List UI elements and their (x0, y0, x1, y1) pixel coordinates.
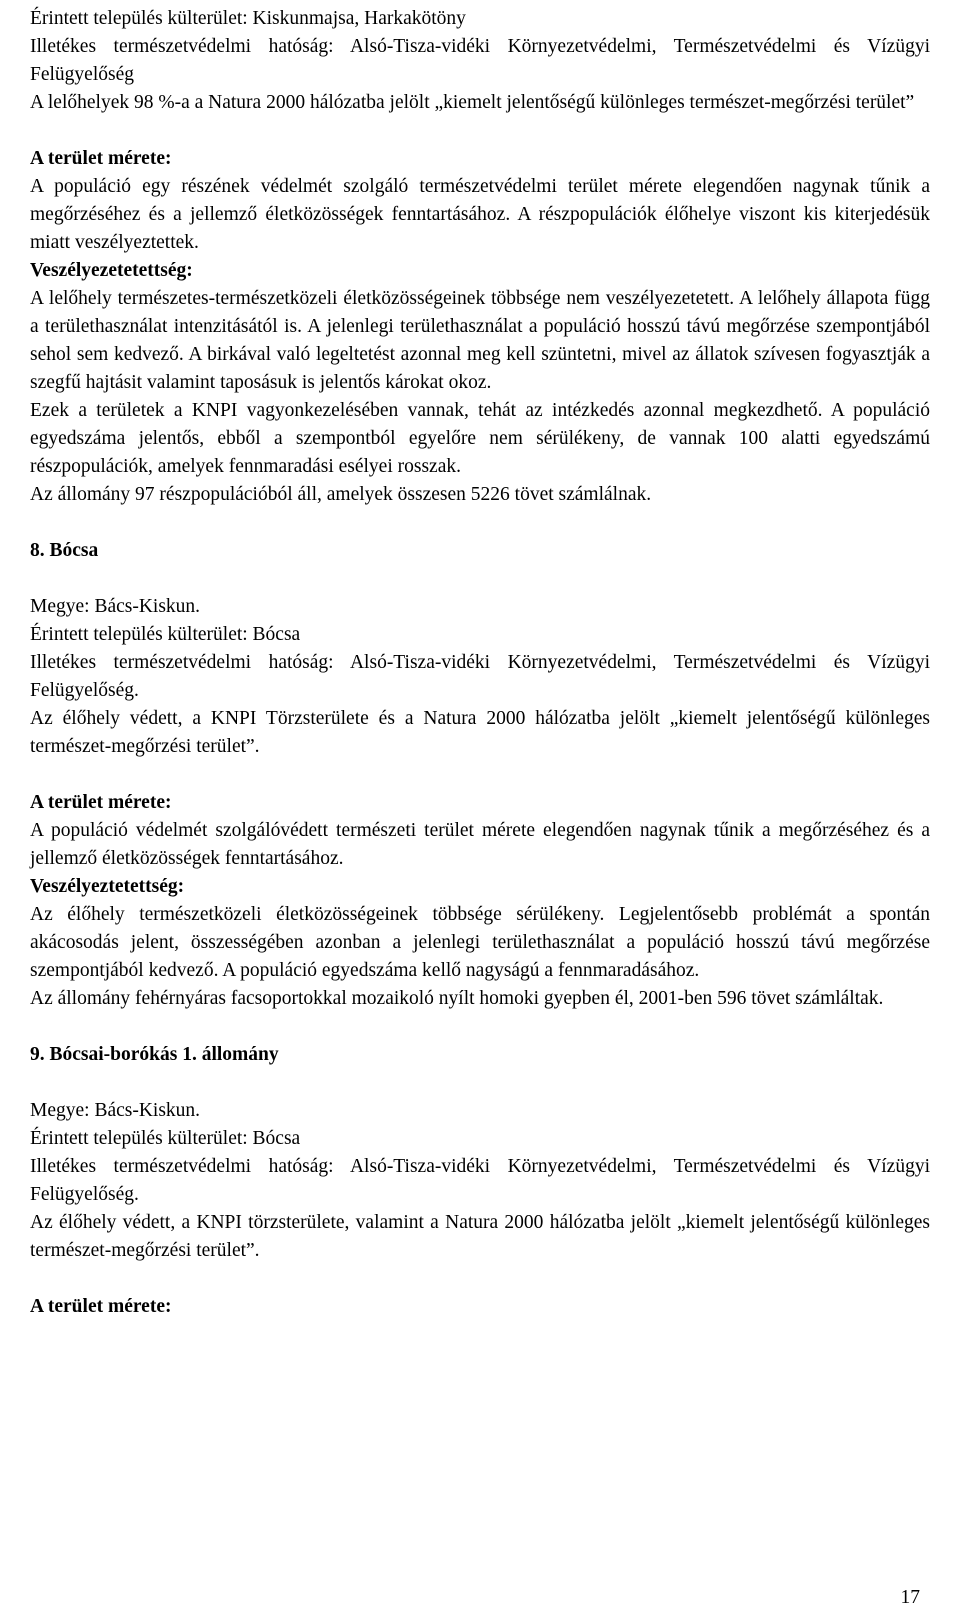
area-paragraph: A populáció egy részének védelmét szolgáló természetvédelmi terület mérete elegendően nagynak tűnik a megőrzéséhez és a jellemző életközösségek fenntartásához. A részpopulációk élőhelye viszont kis kiterjedésük miatt veszélyeztettek. (30, 176, 930, 253)
section-title-bocsai-borokas: 9. Bócsai-borókás 1. állomány (30, 1044, 279, 1065)
area-heading: A terület mérete: (30, 792, 172, 813)
authority-line: Illetékes természetvédelmi hatóság: Alsó-Tisza-vidéki Környezetvédelmi, Természetvédelmi és Vízügyi Felügyelőség (30, 36, 930, 85)
authority-line: Illetékes természetvédelmi hatóság: Alsó-Tisza-vidéki Környezetvédelmi, Természetvédelmi és Vízügyi Felügyelőség. (30, 652, 930, 701)
area-heading: A terület mérete: (30, 1296, 172, 1317)
settlement-line: Érintett település külterület: Kiskunmajsa, Harkakötöny (30, 8, 466, 29)
natura-line: A lelőhelyek 98 %-a a Natura 2000 hálózatba jelölt „kiemelt jelentőségű különleges természet-megőrzési terület” (30, 92, 915, 113)
threat-heading: Veszélyeztetettség: (30, 876, 185, 897)
stock-paragraph: Az állomány fehérnyáras facsoportokkal mozaikoló nyílt homoki gyepben él, 2001-ben 596 tövet számláltak. (30, 988, 884, 1009)
authority-line: Illetékes természetvédelmi hatóság: Alsó-Tisza-vidéki Környezetvédelmi, Természetvédelmi és Vízügyi Felügyelőség. (30, 1156, 930, 1205)
knpi-paragraph: Ezek a területek a KNPI vagyonkezelésében vannak, tehát az intézkedés azonnal megkezdhető. A populáció egyedszáma jelentős, ebből a szempontból egyelőre nem sérülékeny, de vannak 100 alatti egyedszámú részpopulációk, amelyek fennmaradási esélyei rosszak. (30, 400, 930, 477)
document-page (30, 5, 930, 1321)
county-line: Megye: Bács-Kiskun. (30, 596, 201, 617)
county-line: Megye: Bács-Kiskun. (30, 1100, 201, 1121)
settlement-line: Érintett település külterület: Bócsa (30, 624, 301, 645)
protection-paragraph: Az élőhely védett, a KNPI törzsterülete, valamint a Natura 2000 hálózatba jelölt „kiemelt jelentőségű különleges természet-megőrzési terület”. (30, 1212, 930, 1261)
stock-paragraph: Az állomány 97 részpopulációból áll, amelyek összesen 5226 tövet számlálnak. (30, 484, 652, 505)
area-paragraph: A populáció védelmét szolgálóvédett természeti terület mérete elegendően nagynak tűnik a megőrzéséhez és a jellemző életközösségek fenntartásához. (30, 820, 930, 869)
settlement-line: Érintett település külterület: Bócsa (30, 1128, 301, 1149)
threat-paragraph: A lelőhely természetes-természetközeli életközösségeinek többsége nem veszélyezetetett. A lelőhely állapota függ a területhasználat intenzitásától is. A jelenlegi területhasználat a populáció hosszú távú megőrzése szempontjából sehol sem kedvező. A birkával való legeltetést azonnal meg kell szüntetni, mivel az állatok szívesen fogyasztják a szegfű hajtásit valamint taposásuk is jelentős károkat okoz. (30, 288, 930, 393)
area-heading: A terület mérete: (30, 148, 172, 169)
threat-paragraph: Az élőhely természetközeli életközösségeinek többsége sérülékeny. Legjelentősebb problémát a spontán akácosodás jelent, összességében azonban a jelenlegi területhasználat a populáció hosszú távú megőrzése szempontjából kedvező. A populáció egyedszáma kellő nagyságú a fennmaradásához. (30, 904, 930, 981)
section-title-bocsa: 8. Bócsa (30, 540, 99, 561)
threat-heading: Veszélyezetetettség: (30, 260, 193, 281)
page-number: 17 (900, 1587, 920, 1608)
protection-paragraph: Az élőhely védett, a KNPI Törzsterülete és a Natura 2000 hálózatba jelölt „kiemelt jelentőségű különleges természet-megőrzési terület”. (30, 708, 930, 757)
